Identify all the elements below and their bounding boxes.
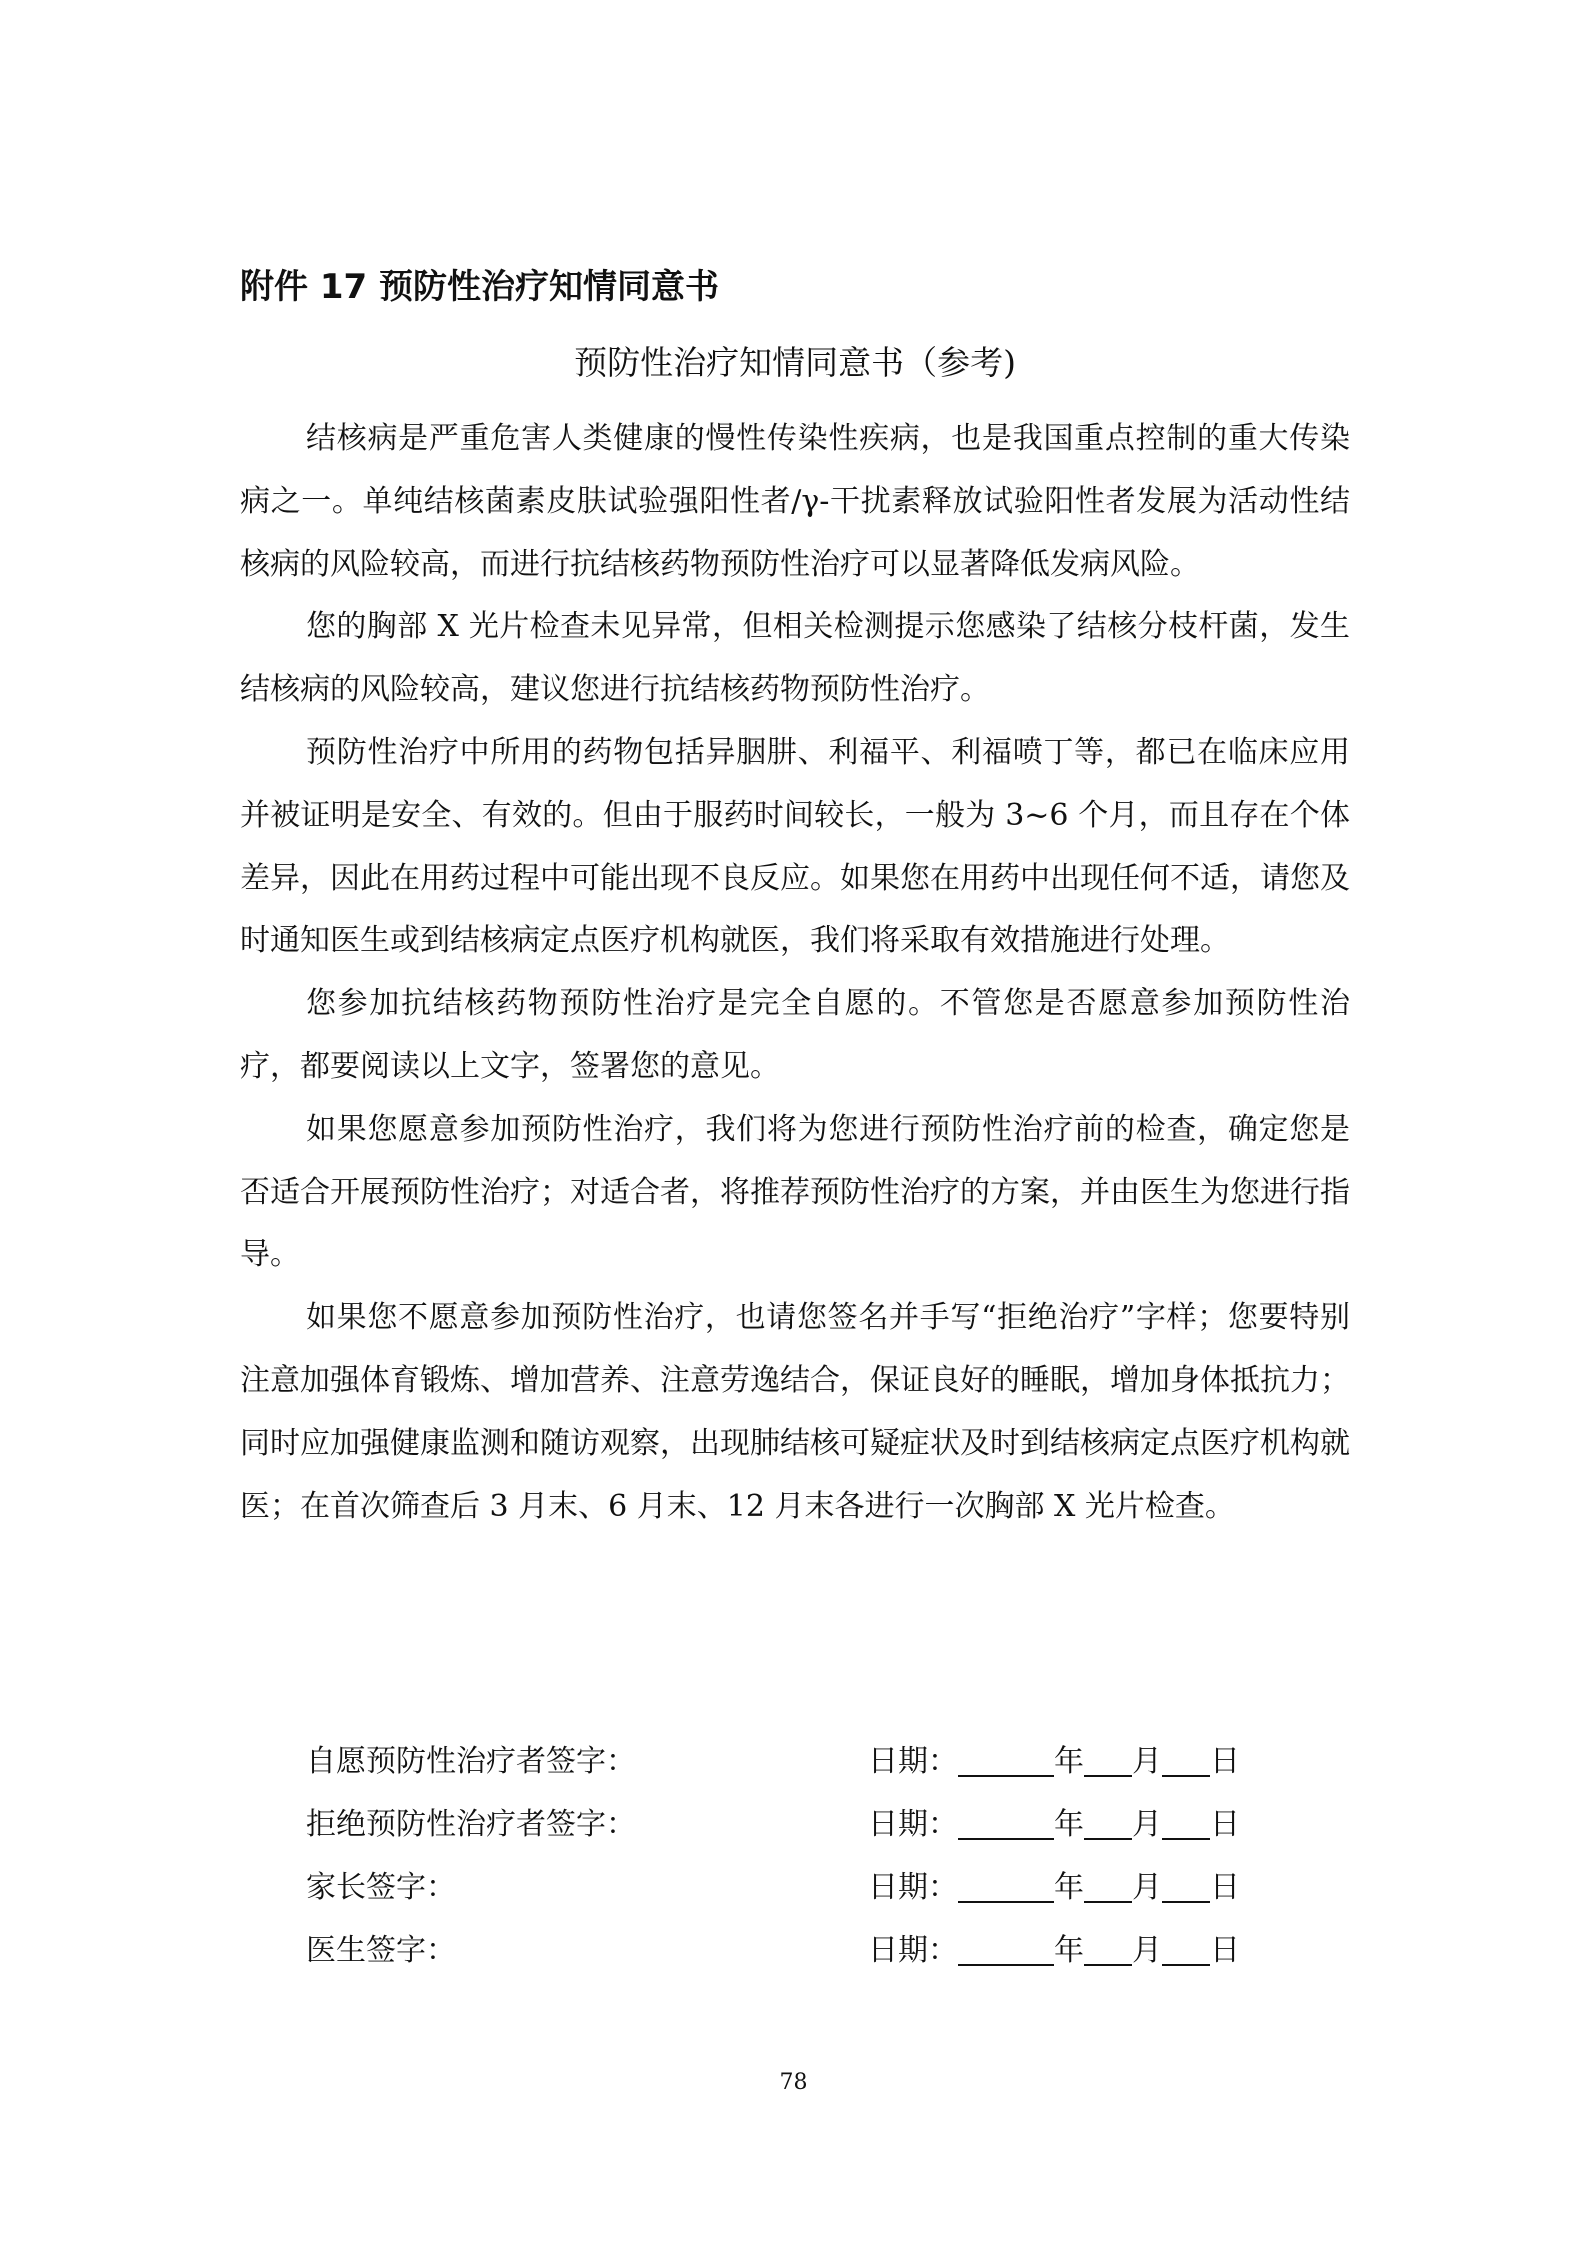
year-label: 年 [1054,1807,1084,1842]
signature-label: 自愿预防性治疗者签字： [306,1744,636,1779]
signature-row-refusal [306,1793,1306,1856]
signature-label: 家长签字： [306,1870,456,1905]
signature-row-doctor [306,1919,1306,1982]
month-label: 月 [1132,1870,1162,1905]
date-label: 日期： [868,1807,958,1842]
day-blank[interactable] [1162,1804,1210,1840]
date-label: 日期： [868,1933,958,1968]
appendix-heading: 附件 17 预防性治疗知情同意书 [240,267,719,307]
paragraph-intro: 结核病是严重危害人类健康的慢性传染性疾病，也是我国重点控制的重大传染病之一。单纯结核菌素皮肤试验强阳性者/γ-干扰素释放试验阳性者发展为活动性结核病的风险较高，而进行抗结核药物预防性治疗可以显著降低发病风险。 [240,421,1350,582]
paragraph-agree: 如果您愿意参加预防性治疗，我们将为您进行预防性治疗前的检查，确定您是否适合开展预防性治疗；对适合者，将推荐预防性治疗的方案，并由医生为您进行指导。 [240,1111,1350,1273]
paragraph-voluntary: 您参加抗结核药物预防性治疗是完全自愿的。不管您是否愿意参加预防性治疗，都要阅读以上文字，签署您的意见。 [240,986,1350,1084]
day-blank[interactable] [1162,1867,1210,1903]
day-label: 日 [1210,1933,1240,1968]
document-body [240,408,1350,1538]
paragraph-medication: 预防性治疗中所用的药物包括异胭肼、利福平、利福喷丁等，都已在临床应用并被证明是安全、有效的。但由于服药时间较长，一般为 3~6 个月，而且存在个体差异，因此在用药过程中可能出现不良反应。如果您在用药中出现任何不适，请您及时通知医生或到结核病定点医疗机构就医，我们将采取有效措施进行处理。 [240,734,1350,959]
month-label: 月 [1132,1807,1162,1842]
year-label: 年 [1054,1933,1084,1968]
signature-row-parent [306,1856,1306,1919]
day-label: 日 [1210,1744,1240,1779]
year-label: 年 [1054,1744,1084,1779]
month-blank[interactable] [1084,1867,1132,1903]
signature-label: 医生签字： [306,1933,456,1968]
signature-row-voluntary [306,1730,1306,1793]
month-label: 月 [1132,1933,1162,1968]
month-blank[interactable] [1084,1930,1132,1966]
day-label: 日 [1210,1870,1240,1905]
date-field [868,1856,1240,1919]
year-blank[interactable] [958,1804,1054,1840]
date-label: 日期： [868,1870,958,1905]
date-field [868,1793,1240,1856]
paragraph-refuse: 如果您不愿意参加预防性治疗，也请您签名并手写“拒绝治疗”字样；您要特别注意加强体育锻炼、增加营养、注意劳逸结合，保证良好的睡眠，增加身体抵抗力；同时应加强健康监测和随访观察，出现肺结核可疑症状及时到结核病定点医疗机构就医；在首次筛查后 3 月末、6 月末、12 月末各进行一次胸部 X 光片检查。 [240,1300,1350,1524]
day-blank[interactable] [1162,1741,1210,1777]
day-blank[interactable] [1162,1930,1210,1966]
year-blank[interactable] [958,1867,1054,1903]
date-field [868,1730,1240,1793]
page-number: 78 [779,2070,808,2095]
month-blank[interactable] [1084,1804,1132,1840]
month-label: 月 [1132,1744,1162,1779]
signature-section [306,1730,1306,1982]
document-title: 预防性治疗知情同意书（参考) [574,343,1016,382]
date-field [868,1919,1240,1982]
year-label: 年 [1054,1870,1084,1905]
year-blank[interactable] [958,1930,1054,1966]
date-label: 日期： [868,1744,958,1779]
paragraph-xray-result: 您的胸部 X 光片检查未见异常，但相关检测提示您感染了结核分枝杆菌，发生结核病的风险较高，建议您进行抗结核药物预防性治疗。 [240,609,1350,708]
year-blank[interactable] [958,1741,1054,1777]
month-blank[interactable] [1084,1741,1132,1777]
signature-label: 拒绝预防性治疗者签字： [306,1807,636,1842]
day-label: 日 [1210,1807,1240,1842]
